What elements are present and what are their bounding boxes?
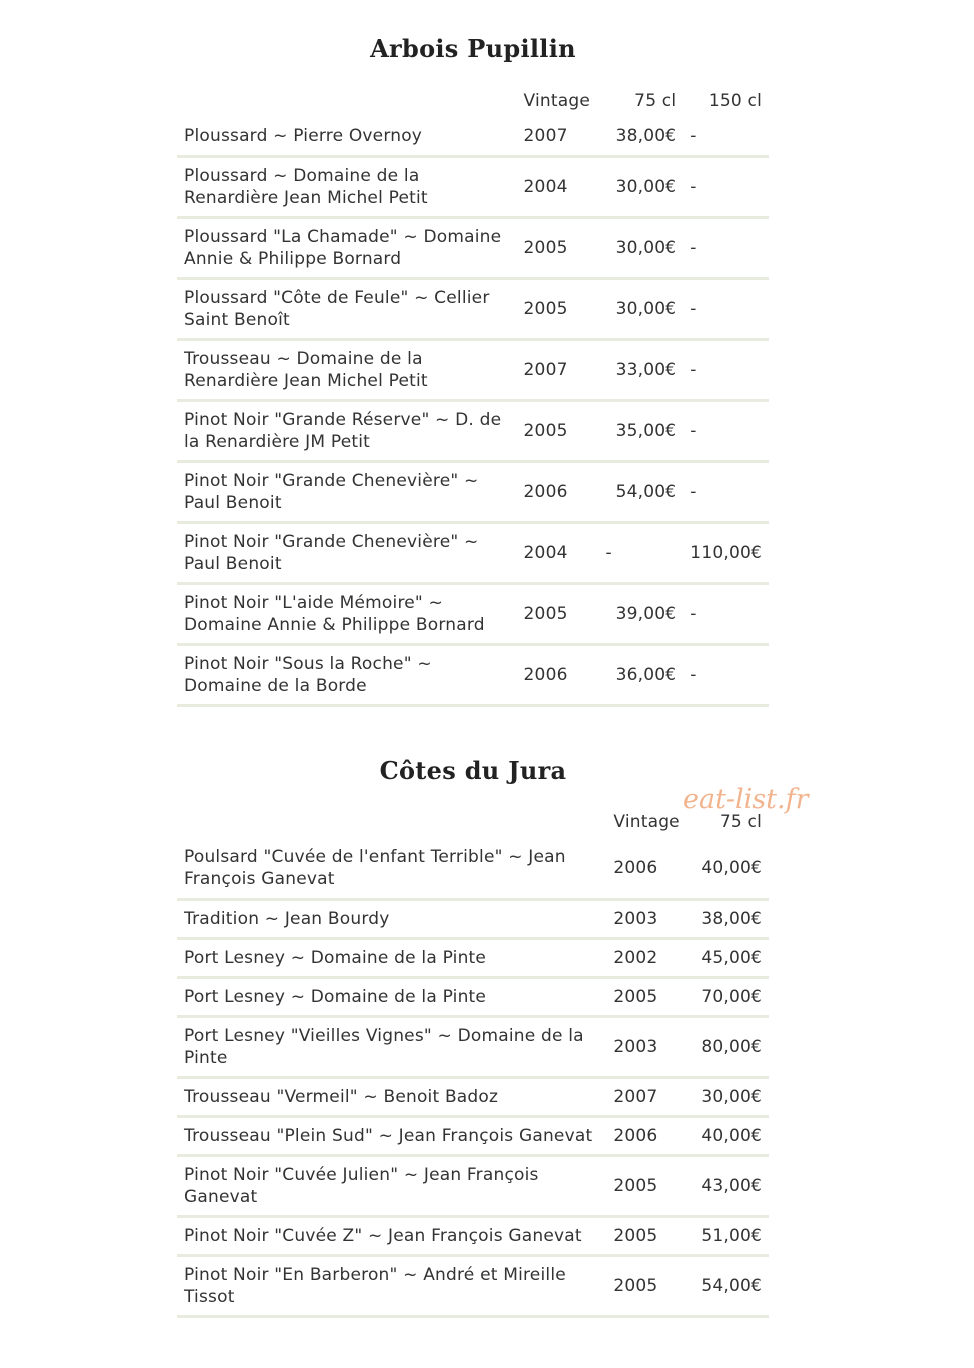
watermark-logo: eat-list.fr	[683, 784, 809, 815]
price-75cl: 30,00€	[615, 176, 677, 197]
table-row	[177, 278, 769, 339]
wine-name: Pinot Noir "Grande Réserve" ~ D. de la Renardière JM Petit	[184, 409, 502, 452]
header-vintage: Vintage	[613, 812, 680, 832]
wine-name: Ploussard ~ Pierre Overnoy	[184, 125, 423, 146]
wine-vintage: 2005	[523, 237, 568, 258]
table-row	[177, 1116, 769, 1155]
table-row	[177, 339, 769, 400]
wine-name: Port Lesney ~ Domaine de la Pinte	[184, 986, 487, 1007]
header-75cl: 75 cl	[719, 812, 762, 832]
wine-vintage: 2005	[523, 420, 568, 441]
wine-vintage: 2006	[523, 664, 568, 685]
wine-name: Tradition ~ Jean Bourdy	[184, 908, 390, 929]
price-75cl: 35,00€	[615, 420, 677, 441]
wine-name: Poulsard "Cuvée de l'enfant Terrible" ~ Jean François Ganevat	[184, 846, 566, 889]
wine-name: Ploussard ~ Domaine de la Renardière Jean Michel Petit	[184, 165, 428, 208]
wine-vintage: 2004	[523, 542, 568, 563]
table-row	[177, 461, 769, 522]
price-75cl: 40,00€	[701, 1125, 762, 1146]
price-75cl: 51,00€	[701, 1225, 762, 1246]
header-150cl: 150 cl	[708, 91, 762, 111]
price-75cl: 70,00€	[701, 986, 762, 1007]
price-75cl: 43,00€	[701, 1175, 762, 1196]
wine-vintage: 2006	[523, 481, 568, 502]
table-row	[177, 400, 769, 461]
price-75cl: 38,00€	[615, 125, 677, 146]
wine-vintage: 2005	[613, 1175, 658, 1196]
wine-vintage: 2002	[613, 947, 658, 968]
wine-vintage: 2007	[523, 125, 568, 146]
table-row	[177, 156, 769, 217]
table-row	[177, 977, 769, 1016]
price-75cl: 30,00€	[701, 1086, 762, 1107]
table-row	[177, 644, 769, 705]
table-row	[177, 1077, 769, 1116]
wine-name: Pinot Noir "Grande Chenevière" ~ Paul Benoit	[184, 531, 479, 574]
wine-vintage: 2006	[613, 857, 658, 878]
price-75cl: 38,00€	[701, 908, 762, 929]
table-row	[177, 899, 769, 938]
price-75cl: 54,00€	[615, 481, 677, 502]
wine-vintage: 2004	[523, 176, 568, 197]
price-75cl: 54,00€	[701, 1275, 762, 1296]
table-row	[177, 938, 769, 977]
wine-table	[177, 85, 769, 707]
wine-name: Pinot Noir "En Barberon" ~ André et Mireille Tissot	[184, 1264, 566, 1307]
price-75cl: 80,00€	[701, 1036, 762, 1057]
wine-name: Pinot Noir "L'aide Mémoire" ~ Domaine Annie & Philippe Bornard	[184, 592, 485, 635]
wine-name: Trousseau ~ Domaine de la Renardière Jean Michel Petit	[184, 348, 428, 391]
price-75cl: 45,00€	[701, 947, 762, 968]
price-75cl: 30,00€	[615, 237, 677, 258]
price-150cl: -	[690, 481, 697, 502]
table-row	[177, 117, 769, 156]
wine-vintage: 2005	[613, 1275, 658, 1296]
table-row	[177, 1216, 769, 1255]
wine-vintage: 2003	[613, 908, 658, 929]
price-150cl: -	[690, 603, 697, 624]
section-arbois-pupillin	[177, 34, 769, 707]
table-row	[177, 1016, 769, 1077]
wine-table	[177, 806, 769, 1318]
wine-name: Trousseau "Plein Sud" ~ Jean François Ganevat	[184, 1125, 593, 1146]
price-75cl: 39,00€	[615, 603, 677, 624]
table-header-row	[177, 806, 769, 838]
price-75cl: -	[605, 542, 612, 563]
wine-name: Pinot Noir "Cuvée Z" ~ Jean François Ganevat	[184, 1225, 582, 1246]
wine-name: Pinot Noir "Cuvée Julien" ~ Jean François Ganevat	[184, 1164, 539, 1207]
table-row	[177, 583, 769, 644]
wine-vintage: 2007	[613, 1086, 658, 1107]
header-vintage: Vintage	[523, 91, 591, 111]
price-75cl: 40,00€	[701, 857, 762, 878]
price-75cl: 30,00€	[615, 298, 677, 319]
price-150cl: -	[690, 420, 697, 441]
wine-vintage: 2003	[613, 1036, 658, 1057]
header-75cl: 75 cl	[634, 91, 677, 111]
wine-vintage: 2006	[613, 1125, 658, 1146]
wine-name: Ploussard "Côte de Feule" ~ Cellier Saint Benoît	[184, 287, 490, 330]
price-150cl: -	[690, 664, 697, 685]
wine-vintage: 2005	[523, 603, 568, 624]
wine-name: Pinot Noir "Grande Chenevière" ~ Paul Benoit	[184, 470, 479, 513]
price-150cl: -	[690, 359, 697, 380]
price-150cl: -	[690, 237, 697, 258]
section-title: Côtes du Jura	[379, 756, 567, 785]
wine-vintage: 2005	[523, 298, 568, 319]
wine-vintage: 2007	[523, 359, 568, 380]
wine-name: Port Lesney "Vieilles Vignes" ~ Domaine de la Pinte	[184, 1025, 584, 1068]
table-row	[177, 217, 769, 278]
table-header-row	[177, 85, 769, 117]
section-cotes-du-jura	[177, 756, 769, 1318]
wine-name: Pinot Noir "Sous la Roche" ~ Domaine de la Borde	[184, 653, 432, 696]
price-75cl: 36,00€	[615, 664, 677, 685]
wine-name: Port Lesney ~ Domaine de la Pinte	[184, 947, 487, 968]
table-row	[177, 1155, 769, 1216]
table-row	[177, 838, 769, 899]
price-150cl: -	[690, 125, 697, 146]
price-150cl: 110,00€	[690, 542, 762, 563]
section-title: Arbois Pupillin	[370, 34, 576, 63]
table-row	[177, 522, 769, 583]
wine-name: Trousseau "Vermeil" ~ Benoit Badoz	[184, 1086, 499, 1107]
price-150cl: -	[690, 176, 697, 197]
wine-name: Ploussard "La Chamade" ~ Domaine Annie & Philippe Bornard	[184, 226, 502, 269]
price-75cl: 33,00€	[615, 359, 677, 380]
wine-vintage: 2005	[613, 1225, 658, 1246]
price-150cl: -	[690, 298, 697, 319]
table-row	[177, 1255, 769, 1316]
wine-vintage: 2005	[613, 986, 658, 1007]
